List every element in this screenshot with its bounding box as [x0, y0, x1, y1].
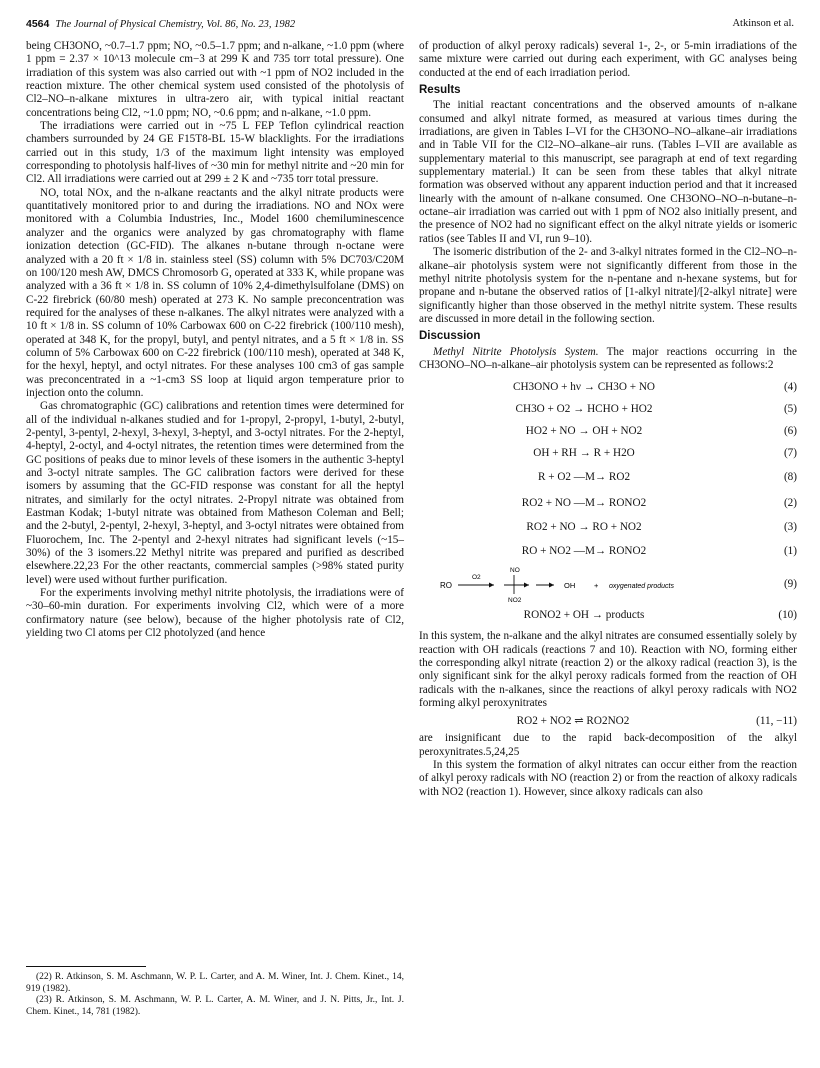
paragraph: of production of alkyl peroxy radicals) several 1-, 2-, or 5-min irradiations of the same mixture were carried out during each experiment, with GC analyses being conducted at the end of each irradiation period.: [419, 40, 797, 79]
reaction-scheme: [419, 564, 797, 604]
paragraph: [419, 346, 797, 373]
footnote-divider: [26, 966, 146, 967]
paragraph: The isomeric distribution of the 2- and 3-alkyl nitrates formed in the Cl2–NO–n-alkane–air photolysis system were not significantly different from those in the methyl nitrite photolysis system for the n-pentane and n-hexane systems, but for propane and n-butane the observed ratios of [1-alkyl nitrate]/[2-alkyl nitrate] were significantly higher than those observed in the methyl nitrite system. These results are discussed in more detail in the following section.: [419, 246, 797, 325]
paragraph: are insignificant due to the rapid back-decomposition of the alkyl peroxynitrates.5,24,25: [419, 732, 797, 758]
paragraph: In this system the formation of alkyl nitrates can occur either from the reaction of alkyl peroxy radicals with NO (reaction 2) or from the reaction of alkoxy radicals with NO2 (reaction 1). However, since alkoxy radicals can also: [419, 759, 797, 798]
equation-number: (5): [783, 402, 797, 415]
scheme-arrowhead-1: [489, 583, 494, 588]
equation-expression: OH + RH → R + H2O: [533, 446, 635, 459]
equation-number: (4): [783, 380, 797, 393]
page-number: 4564: [26, 18, 50, 30]
journal-name: The Journal of Physical Chemistry, Vol. 86, No. 23, 1982: [55, 19, 296, 30]
equation: [419, 420, 797, 442]
journal-citation: [26, 18, 295, 30]
paragraph: Gas chromatographic (GC) calibrations and retention times were determined for all of the individual n-alkanes studied and for 1-propyl, 2-propyl, 1-butyl, 2-butyl, 2-pentyl, 3-pentyl, 2-hexyl, 3-hexyl, 3-heptyl, and 3-octyl nitrates. For the 2-heptyl, 4-heptyl, 2-octyl, and 4-octyl nitrates, the retention times were determined from the GC positions of peaks due to minor levels of these isomers in the authentic 3-heptyl and 3-octyl nitrate samples. The GC calibration factors were derived for these isomers by assuming that the GC-FID response was constant for all the heptyl nitrates, and similarly for the octyl nitrates. 2-Propyl nitrate was obtained from Eastman Kodak; 1-butyl nitrate was obtained from Matheson Coleman and Bell; and the 2-butyl, 2-pentyl, 2-hexyl, 3-heptyl, and 3-octyl nitrates were obtained from Fluorochem, Inc. The 2-pentyl and 2-hexyl nitrates had significant levels (~15–30%) of the 3 isomers.22 Methyl nitrite was prepared and purified as described elsewhere.22,23 For the other reactants, commercial samples (>98% stated purity level) were used without further purification.: [26, 400, 404, 586]
equation: [419, 490, 797, 516]
equation: [419, 710, 797, 732]
equation: [419, 516, 797, 538]
reaction-scheme-diagram: [419, 564, 749, 604]
equation-expression: CH3O + O2 → HCHO + HO2: [515, 402, 653, 415]
scheme-plus: +: [594, 581, 599, 591]
subsection-title: Methyl Nitrite Photolysis System.: [433, 345, 599, 358]
scheme-arrowhead-2: [524, 583, 529, 588]
paragraph: NO, total NOx, and the n-alkane reactants and the alkyl nitrate products were quantitatively monitored prior to and during the irradiations. NO and NOx were monitored with a Columbia Industries, Inc., Model 1600 chemiluminescence analyzer and the organics were analyzed by gas chromatography with flame ionization detection (GC-FID). The alkanes n-butane through n-octane were analyzed with a 20 ft × 1/8 in. stainless steel (SS) column with 5% DC703/C20M on 100/120 mesh AW, DMCS Chromosorb G, operated at 333 K, while propane was analyzed with a 36 ft × 1/8 in. SS column of 10% 2,4-dimethylsulfolane (DMS) on C-22 firebrick (60/80 mesh) operated at 273 K. No sample preconcentration was required for the analyses of these n-alkanes. The alkyl nitrates were analyzed with a 10 ft × 1/8 in. SS column of 10% Carbowax 600 on C-22 firebrick (100/110 mesh), operated at 348 K, for the propyl, butyl, and pentyl nitrates, and a 5 ft × 1/8 in. SS column of 5% Carbowax 600 on C-22 firebrick (100/110 mesh), operated at 348 K, for the hexyl, heptyl, and octyl nitrates. For these analyses 100 cm3 of gas sample was preconcentrated in a ~1-cm3 SS loop at liquid argon temperature prior to injection onto the column.: [26, 186, 404, 399]
scheme-top: NO: [510, 567, 520, 575]
paragraph: The irradiations were carried out in ~75 L FEP Teflon cylindrical reaction chambers surrounded by 24 GE F15T8-BL 15-W blacklights. For the irradiations carried out in this study, 1/3 of the maximum light intensity was employed corresponding to photolysis half-lives of ~30 min for methyl nitrite and ~20 min for Cl2. All irradiations were carried out at 299 ± 2 K and ~735 torr total pressure.: [26, 120, 404, 186]
equation-number: (11, −11): [756, 714, 797, 727]
scheme-reactant: RO: [440, 581, 452, 591]
equation-expression: CH3ONO + hν → CH3O + NO: [513, 380, 655, 393]
right-column: [419, 40, 797, 799]
equation: [419, 376, 797, 398]
running-author: Atkinson et al.: [732, 18, 794, 29]
paragraph: being CH3ONO, ~0.7–1.7 ppm; NO, ~0.5–1.7 ppm; and n-alkane, ~1.0 ppm (where 1 ppm = 2.37 × 10^13 molecule cm−3 at 299 K and 735 torr total pressure). One irradiation of this system was also carried out with ~1 ppm of NO2 included in the reaction mixture. The other chemical system used consisted of the photolysis of Cl2–NO–n-alkane mixtures in ultra-zero air, with typical initial reactant concentrations being Cl2, ~1.0 ppm; NO, ~0.6 ppm; and n-alkane, ~1.0 ppm.: [26, 40, 404, 119]
equation: [419, 442, 797, 464]
scheme-arrowhead-3: [549, 583, 554, 588]
scheme-bottom: NO2: [508, 597, 522, 605]
left-column: [26, 40, 404, 640]
paragraph-text: The major reactions occurring in the CH3ONO–NO–n-alkane–air photolysis system can be represented as follows:2: [419, 345, 797, 371]
footnote: (22) R. Atkinson, S. M. Aschmann, W. P. L. Carter, and A. M. Winer, Int. J. Chem. Kinet., 14, 919 (1982).: [26, 972, 404, 994]
equation: [419, 398, 797, 420]
equation-expression: RONO2 + OH → products: [523, 608, 645, 621]
paragraph: For the experiments involving methyl nitrite photolysis, the irradiations were of ~30–60-min duration. For experiments involving Cl2, which were of a more confirmatory nature (see below), because of the higher photolysis rate of Cl2, yielding two Cl atoms per Cl2 photolyzed (and hence: [26, 587, 404, 640]
scheme-product2: oxygenated products: [609, 583, 674, 591]
equation: [419, 604, 797, 626]
equation: [419, 538, 797, 564]
equation-expression: R + O2 —M→ RO2: [537, 470, 631, 483]
section-heading-discussion: Discussion: [419, 330, 481, 343]
equation-number: (7): [783, 446, 797, 459]
footnote: (23) R. Atkinson, S. M. Aschmann, W. P. L. Carter, A. M. Winer, and J. N. Pitts, Jr., Int. J. Chem. Kinet., 14, 781 (1982).: [26, 995, 404, 1017]
scheme-product1: OH: [564, 581, 576, 591]
scheme-reagent: O2: [472, 574, 481, 582]
equation-expression: RO2 + NO2 ⇌ RO2NO2: [516, 714, 630, 727]
equation-number: (10): [778, 608, 797, 621]
section-heading-results: Results: [419, 84, 461, 97]
equation: [419, 464, 797, 490]
equation-expression: HO2 + NO → OH + NO2: [525, 424, 643, 437]
equation-number: (1): [783, 544, 797, 557]
footnotes: [26, 972, 404, 1018]
equation-expression: RO + NO2 —M→ RONO2: [521, 544, 647, 557]
paragraph: In this system, the n-alkane and the alkyl nitrates are consumed essentially solely by reaction with OH radicals (reactions 7 and 10). Reaction with NO, forming either the corresponding alkyl nitrate (reaction 2) or the alkoxy radical (reaction 3), is the only significant sink for the alkyl peroxy radicals formed from the reaction of OH radicals with the n-alkanes, since the reactions of alkyl peroxy radicals with NO2 forming alkyl peroxynitrates: [419, 630, 797, 709]
equation-number: (8): [783, 470, 797, 483]
equation-list: [419, 376, 797, 626]
page-header: [26, 18, 794, 34]
equation-number: (6): [783, 424, 797, 437]
equation-expression: RO2 + NO —M→ RONO2: [521, 496, 647, 509]
equation-number: (9): [783, 577, 797, 590]
equation-number: (3): [783, 520, 797, 533]
equation-expression: RO2 + NO → RO + NO2: [526, 520, 642, 533]
equation-number: (2): [783, 496, 797, 509]
paragraph: The initial reactant concentrations and the observed amounts of n-alkane consumed and alkyl nitrate formed, as measured at various times during the irradiations, are given in Tables I–VI for the CH3ONO–NO–alkane–air irradiations and in Table VII for the Cl2–NO–alkane–air runs. (Tables I–VII are available as supplementary material to this manuscript, see paragraph at end of text regarding supplementary material.) It can be seen from these tables that alkyl nitrate formation was observed without any apparent induction period and that it increased linearly with the amount of n-alkane consumed. One CH3ONO–NO–n-butane–n-octane–air irradiation was carried out with 1 ppm of NO2 also initially present, and the presence of NO2 had no significant effect on the alkyl nitrate yields or isomeric ratios (see Tables II and VI, run 9–10).: [419, 99, 797, 245]
